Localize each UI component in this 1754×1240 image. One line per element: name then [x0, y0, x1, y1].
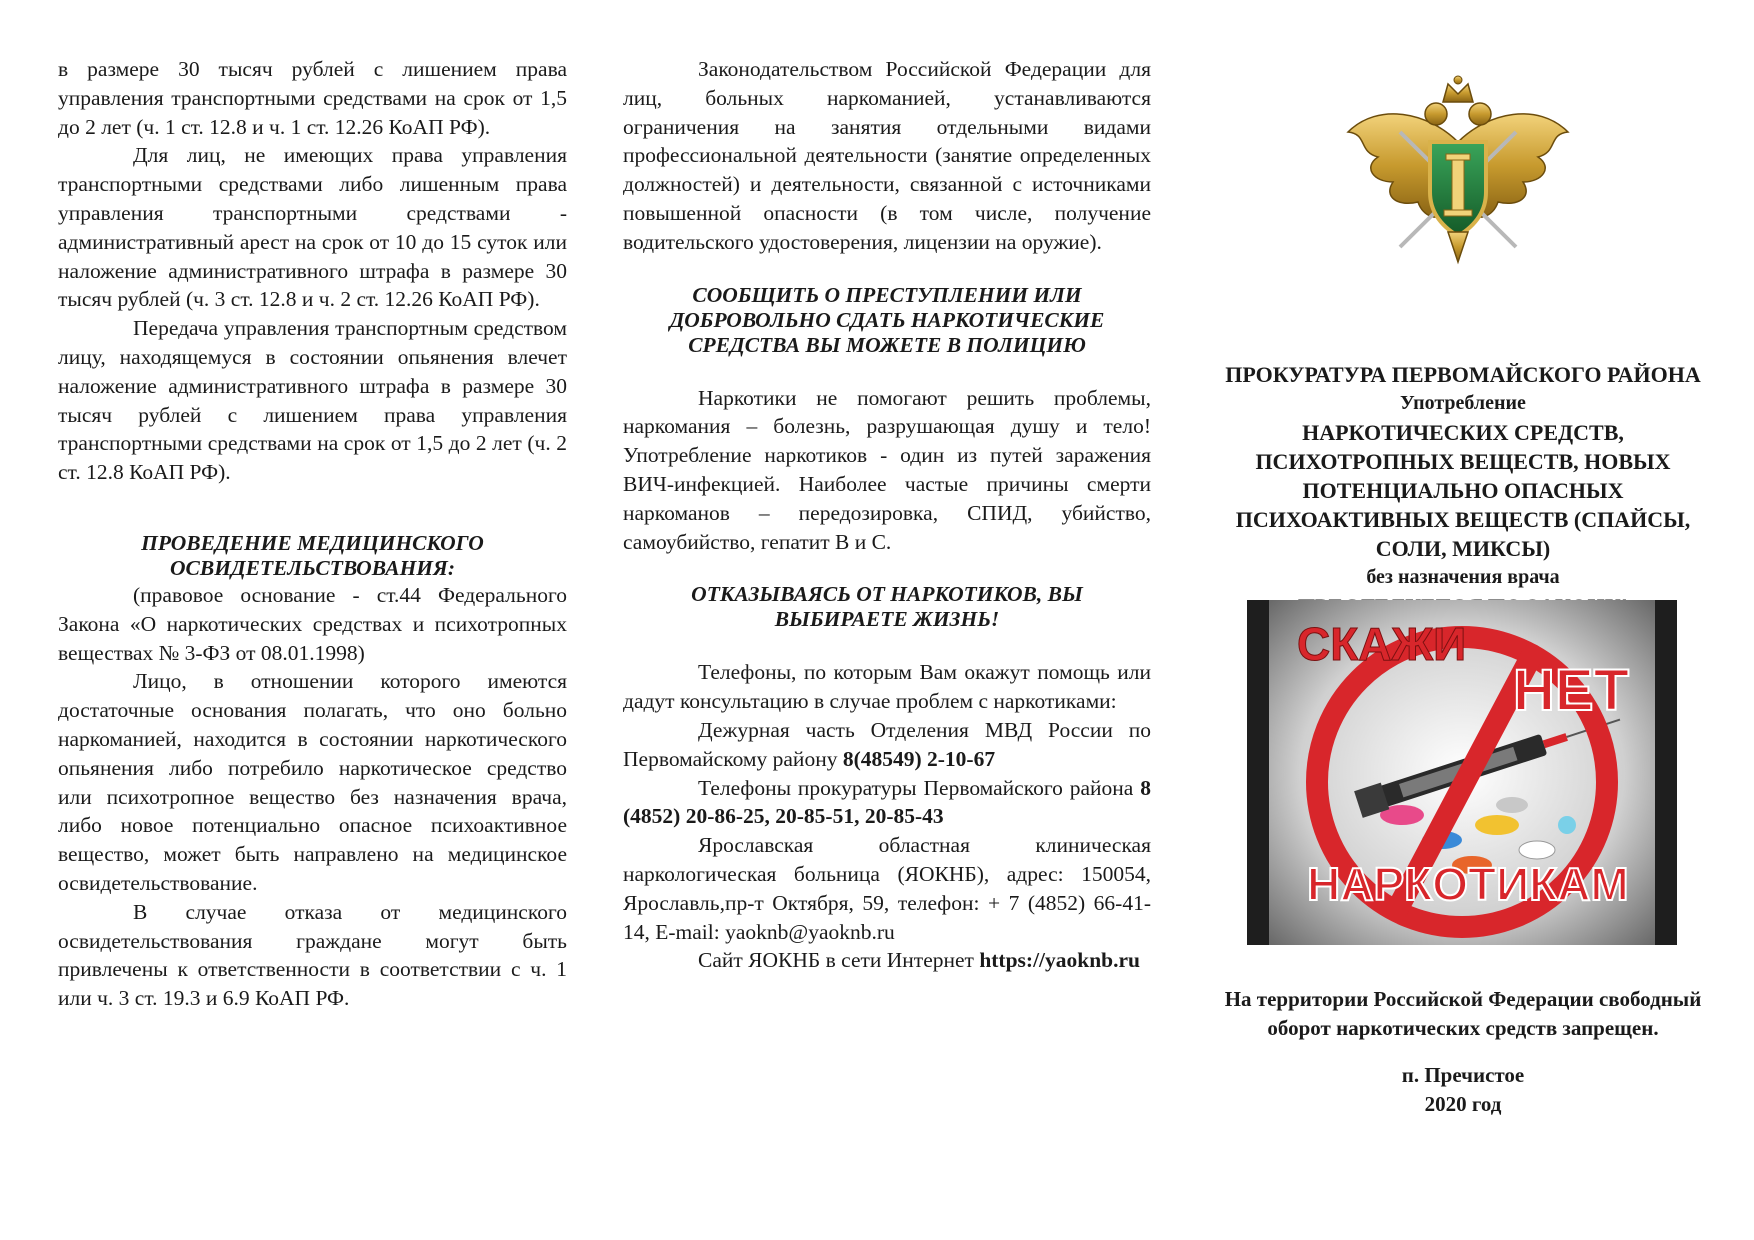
- left-paragraph-6: В случае отказа от медицинского освидетельствования граждане могут быть привлечены к ответственности в соответствии с ч. 1 или ч. 3 ст. 19.3 и 6.9 КоАП РФ.: [58, 899, 567, 1011]
- prosecutor-emblem-icon: [1338, 72, 1578, 272]
- say-no-to-drugs-poster: [1247, 600, 1677, 945]
- left-paragraph-5: Лицо, в отношении которого имеются достаточные основания полагать, что оно больно наркоманией, находится в состоянии наркотического опьянения либо потребило наркотическое средство или психотропное вещество без назначения врача, либо новое потенциально опасное психоактивное вещество, может быть направлено на медицинское освидетельствование.: [58, 669, 567, 895]
- police-contact-text: Дежурная часть Отделения МВД России по Первомайскому району: [623, 717, 1151, 771]
- left-paragraph-4: (правовое основание - ст.44 Федерального Закона «О наркотических средствах и психотропных веществах № 3-ФЗ от 08.01.1998): [58, 582, 567, 665]
- middle-paragraph-3: Телефоны, по которым Вам окажут помощь или дадут консультацию в случае проблем с наркотиками:: [623, 660, 1151, 714]
- poster-no-text: НЕТ: [1513, 658, 1629, 723]
- prosecutor-contact-text: Телефоны прокуратуры Первомайского района: [698, 775, 1134, 800]
- free-circulation-statement: На территории Российской Федерации свободный оборот наркотических средств запрещен.: [1224, 987, 1702, 1040]
- prosecutor-phones: 8 (4852) 20-86-25, 20-85-51, 20-85-43: [623, 775, 1152, 829]
- website-link[interactable]: https://yaoknb.ru: [979, 948, 1141, 973]
- middle-column: [623, 55, 1151, 975]
- left-column: [58, 55, 567, 1013]
- website-line: [623, 946, 1151, 975]
- title-substances: НАРКОТИЧЕСКИХ СРЕДСТВ, ПСИХОТРОПНЫХ ВЕЩЕСТВ, НОВЫХ ПОТЕНЦИАЛЬНО ОПАСНЫХ ПСИХОАКТИВНЫХ ВЕЩЕСТВ (СПАЙСЫ, СОЛИ, МИКСЫ): [1235, 420, 1691, 561]
- middle-paragraph-1: Законодательством Российской Федерации для лиц, больных наркоманией, устанавливаются ограничения на занятия отдельными видами профессиональной деятельности (занятие определенных должностей) и деятельности, связанной с источниками повышенной опасности (в том числе, получение водительского удостоверения, лицензии на оружие).: [623, 57, 1151, 254]
- report-crime-heading: СООБЩИТЬ О ПРЕСТУПЛЕНИИ ИЛИ ДОБРОВОЛЬНО СДАТЬ НАРКОТИЧЕСКИЕ СРЕДСТВА ВЫ МОЖЕТЕ В ПОЛИЦИЮ: [669, 282, 1105, 357]
- website-text: Сайт ЯОКНБ в сети Интернет: [698, 948, 974, 973]
- right-footer: [1218, 985, 1708, 1119]
- middle-paragraph-2: Наркотики не помогают решить проблемы, наркомания – болезнь, разрушающая душу и тело! Употребление наркотиков - один из путей заражения ВИЧ-инфекцией. Наиболее частые причины смерти наркоманов – передозировка, СПИД, убийство, самоубийство, гепатит В и С.: [623, 385, 1151, 554]
- medical-exam-heading: ПРОВЕДЕНИЕ МЕДИЦИНСКОГО ОСВИДЕТЕЛЬСТВОВАНИЯ:: [141, 530, 484, 580]
- leaflet-title: [1218, 360, 1708, 621]
- title-use: Употребление: [1400, 392, 1526, 414]
- choose-life-heading: ОТКАЗЫВАЯСЬ ОТ НАРКОТИКОВ, ВЫ ВЫБИРАЕТЕ ЖИЗНЬ!: [691, 582, 1083, 632]
- police-contact: [623, 716, 1151, 774]
- prosecutor-contact: [623, 774, 1151, 832]
- right-column: [1218, 360, 1708, 621]
- hospital-contact: Ярославская областная клиническая наркологическая больница (ЯОКНБ), адрес: 150054, Ярославль,пр-т Октября, 59, телефон: + 7 (4852) 66-41-14, E-mail: yaoknb@yaoknb.ru: [623, 833, 1151, 944]
- police-phone: 8(48549) 2-10-67: [842, 746, 996, 771]
- title-office: ПРОКУРАТУРА ПЕРВОМАЙСКОГО РАЙОНА: [1225, 362, 1701, 387]
- left-paragraph-1: в размере 30 тысяч рублей с лишением права управления транспортными средствами на срок от 1,5 до 2 лет (ч. 1 ст. 12.8 и ч. 1 ст. 12.26 КоАП РФ).: [58, 57, 567, 139]
- title-no-prescription: без назначения врача: [1366, 566, 1560, 588]
- place-name: п. Пречистое: [1401, 1063, 1525, 1087]
- poster-say-text: СКАЖИ: [1297, 618, 1467, 670]
- year: 2020 год: [1424, 1092, 1502, 1116]
- left-paragraph-2: Для лиц, не имеющих права управления транспортными средствами либо лишенным права управления транспортными средствами - административный арест на срок от 10 до 15 суток или наложение административного штрафа в размере 30 тысяч рублей (ч. 3 ст. 12.8 и ч. 2 ст. 12.26 КоАП РФ).: [58, 143, 567, 312]
- left-paragraph-3: Передача управления транспортным средством лицу, находящемуся в состоянии опьянения влечет наложение административного штрафа в размере 30 тысяч рублей с лишением права управления транспортными средствами на срок от 1,5 до 2 лет (ч. 2 ст. 12.8 КоАП РФ).: [58, 316, 567, 485]
- poster-drugs-text: НАРКОТИКАМ: [1307, 858, 1629, 910]
